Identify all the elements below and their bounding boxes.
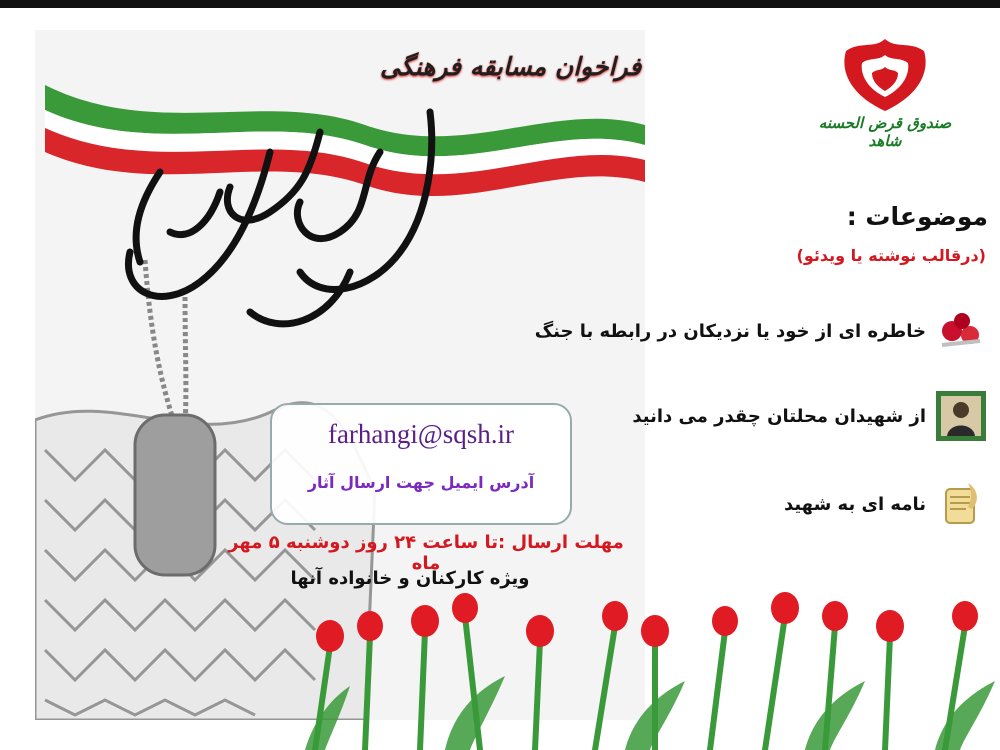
poster-title: فراخوان مسابقه فرهنگی	[380, 52, 642, 81]
tulip-field	[295, 586, 1000, 750]
tulip-emblem-icon	[838, 35, 933, 115]
topics-heading: موضوعات :	[846, 202, 988, 231]
scroll-quill-icon	[934, 478, 988, 530]
top-border	[0, 0, 1000, 8]
martyr-portrait-icon	[934, 390, 988, 442]
topic-item	[535, 305, 988, 357]
calligraphy-artwork	[100, 92, 465, 342]
email-box	[270, 403, 572, 525]
topic-item	[632, 390, 988, 442]
topic-text: از شهیدان محلتان چقدر می دانید	[632, 405, 926, 427]
topic-text: خاطره ای از خود یا نزدیکان در رابطه با جنگ	[534, 320, 926, 342]
email-label: آدرس ایمیل جهت ارسال آثار	[307, 473, 535, 492]
deadline-text: مهلت ارسال :تا ساعت ۲۴ روز دوشنبه ۵ مهر ماه	[228, 532, 624, 574]
audience-text: ویژه کارکنان و خانواده آنها	[290, 568, 530, 589]
topic-text: نامه ای به شهید	[783, 493, 926, 515]
dog-tag	[135, 415, 215, 575]
topics-subheading: (درقالب نوشته یا ویدئو)	[796, 246, 986, 265]
topic-item	[784, 478, 988, 530]
organization-name: صندوق قرض الحسنه شاهد	[818, 114, 952, 150]
submission-email[interactable]: farhangi@sqsh.ir	[327, 419, 515, 449]
roses-icon	[934, 305, 988, 357]
